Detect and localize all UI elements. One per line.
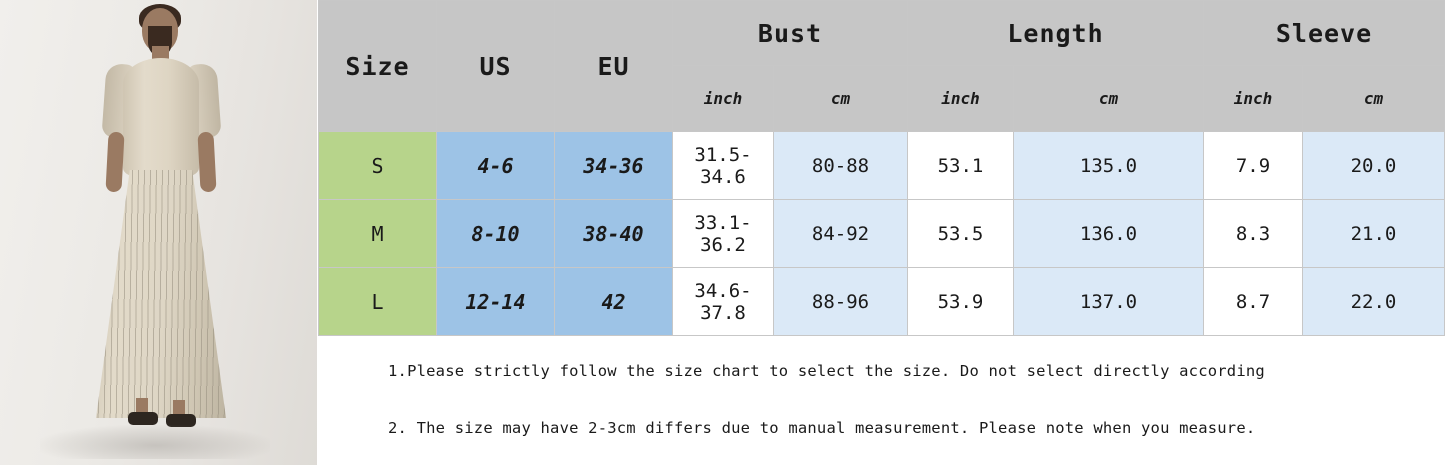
col-header-bust-cm: cm — [774, 66, 908, 132]
model-sandal-left — [128, 412, 158, 425]
model-figure — [0, 0, 318, 465]
col-header-sleeve-cm: cm — [1303, 66, 1445, 132]
chart-pane — [318, 0, 1445, 465]
cell-size-s: S — [319, 132, 437, 200]
cell-us-s: 4-6 — [437, 132, 555, 200]
cell-sleeve-inch-s: 7.9 — [1204, 132, 1303, 200]
cell-bust-cm-l: 88-96 — [774, 268, 908, 336]
product-photo — [0, 0, 318, 465]
cell-sleeve-inch-m: 8.3 — [1204, 200, 1303, 268]
note-line-1: 1.Please strictly follow the size chart to select the size. Do not select directly according — [388, 362, 1265, 380]
cell-bust-inch-l: 34.6-37.8 — [673, 268, 774, 336]
cell-us-l: 12-14 — [437, 268, 555, 336]
cell-us-m: 8-10 — [437, 200, 555, 268]
table-header-row-main — [319, 1, 1445, 66]
col-header-length-inch: inch — [908, 66, 1014, 132]
col-header-sleeve-inch: inch — [1204, 66, 1303, 132]
cell-sleeve-cm-s: 20.0 — [1303, 132, 1445, 200]
dress-skirt — [96, 170, 226, 418]
col-header-eu: EU — [555, 1, 673, 132]
col-header-bust-inch: inch — [673, 66, 774, 132]
model-arm-left — [105, 132, 124, 193]
cell-sleeve-cm-l: 22.0 — [1303, 268, 1445, 336]
cell-sleeve-cm-m: 21.0 — [1303, 200, 1445, 268]
table-row — [319, 268, 1445, 336]
model-arm-right — [197, 132, 216, 193]
col-header-length-cm: cm — [1014, 66, 1204, 132]
cell-size-l: L — [319, 268, 437, 336]
col-header-sleeve: Sleeve — [1204, 1, 1445, 66]
table-row — [319, 200, 1445, 268]
size-notes — [318, 336, 1445, 437]
cell-length-cm-s: 135.0 — [1014, 132, 1204, 200]
cell-bust-inch-s: 31.5-34.6 — [673, 132, 774, 200]
dress-bodice — [123, 58, 199, 178]
col-header-length: Length — [908, 1, 1204, 66]
col-header-bust: Bust — [673, 1, 908, 66]
cell-length-cm-l: 137.0 — [1014, 268, 1204, 336]
cell-bust-cm-m: 84-92 — [774, 200, 908, 268]
cell-size-m: M — [319, 200, 437, 268]
cell-eu-l: 42 — [555, 268, 673, 336]
cell-length-inch-l: 53.9 — [908, 268, 1014, 336]
note-line-2: 2. The size may have 2-3cm differs due to manual measurement. Please note when you measure. — [388, 418, 1256, 437]
cell-length-inch-m: 53.5 — [908, 200, 1014, 268]
cell-length-cm-m: 136.0 — [1014, 200, 1204, 268]
table-row — [319, 132, 1445, 200]
size-chart-table — [318, 0, 1445, 336]
cell-eu-s: 34-36 — [555, 132, 673, 200]
cell-bust-cm-s: 80-88 — [774, 132, 908, 200]
cell-bust-inch-m: 33.1-36.2 — [673, 200, 774, 268]
col-header-us: US — [437, 1, 555, 132]
cell-length-inch-s: 53.1 — [908, 132, 1014, 200]
floor-shadow — [40, 425, 270, 459]
cell-sleeve-inch-l: 8.7 — [1204, 268, 1303, 336]
cell-eu-m: 38-40 — [555, 200, 673, 268]
col-header-size: Size — [319, 1, 437, 132]
